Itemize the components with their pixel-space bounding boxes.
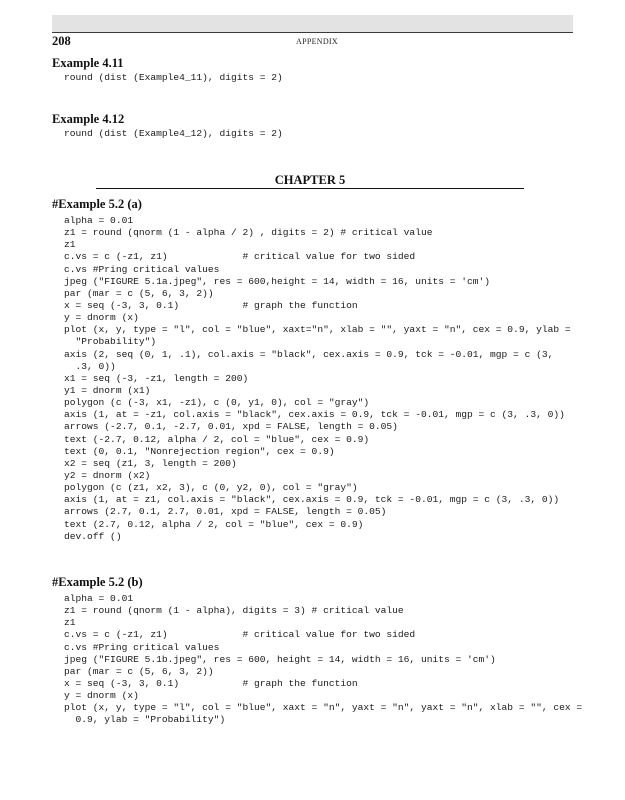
- code-line: polygon (c (z1, x2, 3), c (0, y2, 0), col = "gray"): [64, 482, 358, 494]
- code-line: jpeg ("FIGURE 5.1a.jpeg", res = 600,height = 14, width = 16, units = 'cm'): [64, 275, 491, 287]
- code-line: x = seq (-3, 3, 0.1) # graph the function: [64, 677, 358, 689]
- example-heading-5-2a: #Example 5.2 (a): [52, 197, 142, 211]
- code-line: z1 = round (qnorm (1 - alpha / 2) , digits = 2) # critical value: [64, 227, 433, 239]
- code-line: axis (2, seq (0, 1, .1), col.axis = "black", cex.axis = 0.9, tck = -0.01, mgp = c (3,: [64, 348, 554, 360]
- code-line: dev.off (): [64, 530, 122, 542]
- code-line: polygon (c (-3, x1, -z1), c (0, y1, 0), col = "gray"): [64, 397, 370, 409]
- code-block-example-4-12: [64, 128, 283, 140]
- section-heading-example-4-12: Example 4.12: [52, 112, 125, 126]
- code-line: axis (1, at = -z1, col.axis = "black", cex.axis = 0.9, tck = -0.01, mgp = c (3, .3, 0)): [64, 409, 565, 421]
- code-block-example-5-2b: [64, 593, 582, 727]
- code-line: x = seq (-3, 3, 0.1) # graph the function: [64, 299, 358, 311]
- chapter-rule: [96, 188, 524, 189]
- code-line: z1 = round (qnorm (1 - alpha), digits = 3) # critical value: [64, 605, 404, 617]
- header-bar: [52, 15, 573, 33]
- code-line: y = dnorm (x): [64, 690, 139, 702]
- code-line: par (mar = c (5, 6, 3, 2)): [64, 287, 214, 299]
- chapter-title: CHAPTER 5: [274, 173, 346, 187]
- code-line: text (2.7, 0.12, alpha / 2, col = "blue", cex = 0.9): [64, 518, 364, 530]
- code-line: alpha = 0.01: [64, 593, 134, 604]
- code-line: z1: [64, 617, 76, 629]
- code-line: .3, 0)): [64, 360, 116, 372]
- code-line: alpha = 0.01: [64, 215, 134, 226]
- code-block-example-4-11: [64, 72, 283, 84]
- code-line: round (dist (Example4_12), digits = 2): [64, 128, 283, 139]
- code-line: text (0, 0.1, "Nonrejection region", cex = 0.9): [64, 445, 335, 457]
- code-line: axis (1, at = z1, col.axis = "black", cex.axis = 0.9, tck = -0.01, mgp = c (3, .3, 0)): [64, 494, 560, 506]
- code-line: c.vs #Pring critical values: [64, 263, 220, 275]
- code-line: text (-2.7, 0.12, alpha / 2, col = "blue", cex = 0.9): [64, 433, 370, 445]
- code-line: round (dist (Example4_11), digits = 2): [64, 72, 283, 83]
- code-line: jpeg ("FIGURE 5.1b.jpeg", res = 600, height = 14, width = 16, units = 'cm'): [64, 653, 496, 665]
- code-line: x1 = seq (-3, -z1, length = 200): [64, 372, 249, 384]
- code-line: plot (x, y, type = "l", col = "blue", xaxt="n", xlab = "", yaxt = "n", cex = 0.9, ylab =: [64, 324, 571, 336]
- code-line: x2 = seq (z1, 3, length = 200): [64, 457, 237, 469]
- code-line: y2 = dnorm (x2): [64, 469, 151, 481]
- running-head: APPENDIX: [296, 37, 338, 46]
- code-line: par (mar = c (5, 6, 3, 2)): [64, 665, 214, 677]
- code-line: y1 = dnorm (x1): [64, 384, 151, 396]
- code-line: c.vs = c (-z1, z1) # critical value for two sided: [64, 251, 416, 263]
- code-line: y = dnorm (x): [64, 312, 139, 324]
- section-heading-example-4-11: Example 4.11: [52, 56, 124, 70]
- code-line: z1: [64, 239, 76, 251]
- code-line: 0.9, ylab = "Probability"): [64, 714, 226, 726]
- code-line: c.vs = c (-z1, z1) # critical value for two sided: [64, 629, 416, 641]
- example-heading-5-2b: #Example 5.2 (b): [52, 575, 143, 589]
- code-block-example-5-2a: [64, 215, 571, 543]
- code-line: "Probability"): [64, 336, 157, 348]
- code-line: c.vs #Pring critical values: [64, 641, 220, 653]
- code-line: arrows (2.7, 0.1, 2.7, 0.01, xpd = FALSE, length = 0.05): [64, 506, 387, 518]
- page-number: 208: [52, 34, 71, 48]
- code-line: arrows (-2.7, 0.1, -2.7, 0.01, xpd = FALSE, length = 0.05): [64, 421, 398, 433]
- code-line: plot (x, y, type = "l", col = "blue", xaxt = "n", yaxt = "n", yaxt = "n", xlab = "", cex =: [64, 702, 583, 714]
